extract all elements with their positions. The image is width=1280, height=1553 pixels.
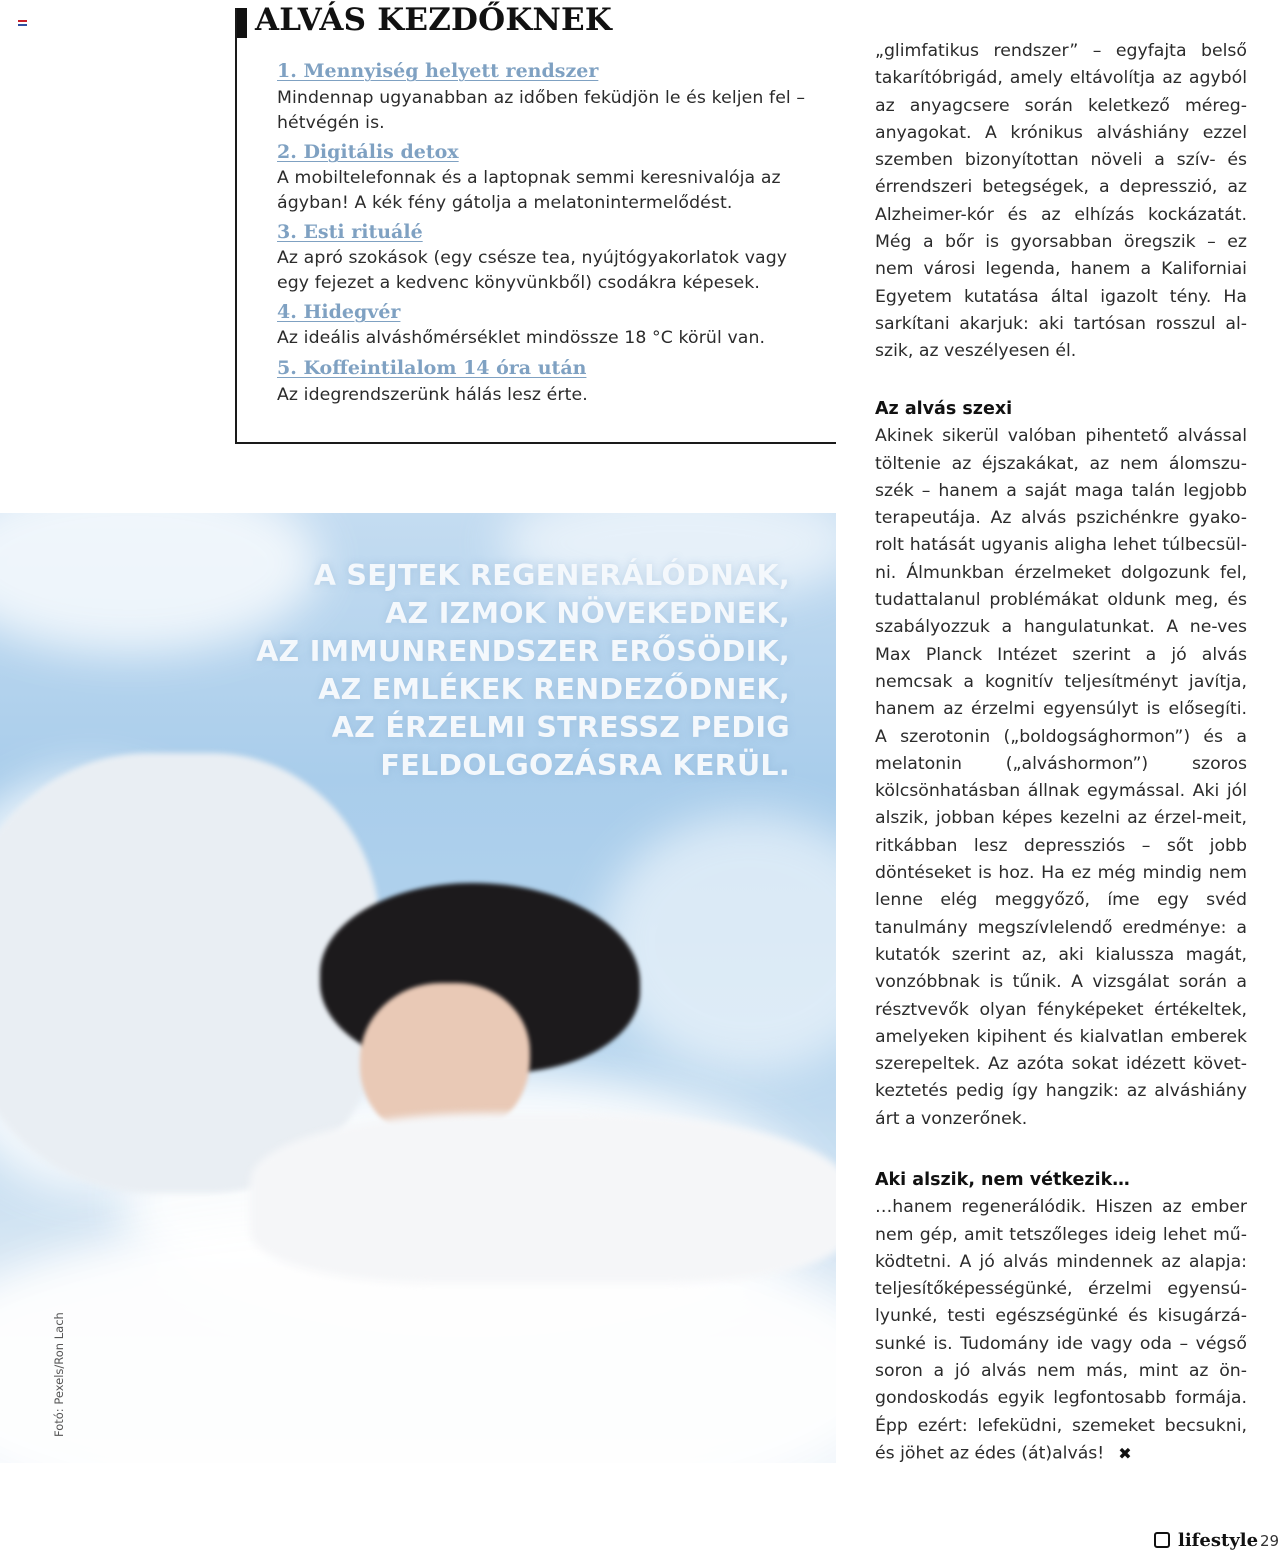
tip-heading-5: 5. Koffeintilalom 14 óra után <box>277 357 587 379</box>
quote-line: FELDOLGOZÁSRA KERÜL. <box>380 749 790 782</box>
section-heading: Az alvás szexi <box>875 399 1013 419</box>
section-text-body: …hanem regenerálódik. Hiszen az ember nem gép, amit tetszőleges ideig lehet mű-ködtetni. A jó alvás mindennek az alapja: teljesítőképességünké, érzelmi egyensú-lyunké, testi egészségünké és kisugárzá-sunké is. Tudomány ide vagy oda – végső soron a jó alvás nem más, mint az ön-gondoskodás egyik legfontosabb formája. Épp ezért: lefeküdni, szemeket becsukni, és jöhet az édes (át)alvás! <box>875 1197 1247 1464</box>
sleeping-woman-photo <box>0 513 836 1463</box>
tip-heading-2: 2. Digitális detox <box>277 141 459 163</box>
page-number: 29 <box>1260 1532 1280 1550</box>
quote-line: AZ IMMUNRENDSZER ERŐSÖDIK, <box>256 635 790 668</box>
brand-logo-icon <box>1154 1532 1170 1548</box>
photo-credit: Fotó: Pexels/Ron Lach <box>52 1312 66 1437</box>
box-marker <box>237 8 247 38</box>
flag-icon <box>18 20 27 26</box>
section-text <box>875 1194 1247 1468</box>
tip-heading-4: 4. Hidegvér <box>277 301 401 323</box>
tip-text-3: Az apró szokások (egy csésze tea, nyújtógyakorlatok vagy egy fejezet a kedvenc könyvünkből) csodákra képesek. <box>277 248 788 293</box>
tip-heading-3: 3. Esti rituálé <box>277 221 423 243</box>
section-text: Akinek sikerül valóban pihentető alvással töltenie az éjszakákat, az nem álomszu-szék – hanem a saját maga talán legjobb terapeutája. Az alvás pszichénkre gyako-rolt hatását ugyanis aligha lehet túlbecsül-ni. Álmunkban érzelmeket dolgozunk fel, tudattalanul problémákat oldunk meg, és szabályozzuk a hangulatunkat. A ne-ves Max Planck Intézet szerint a jó alvás nemcsak a kognitív teljesítményt javítja, hanem az érzelmi egyensúlyt is elősegíti. A szerotonin („boldogsághormon”) és a melatonin („alváshormon”) szoros kölcsönhatásban állnak egymással. Aki jól alszik, jobban képes kezelni az érzel-meit, ritkábban lesz depressziós – sőt jobb döntéseket is hoz. Ha ez még mindig nem lenne elég meggyőző, íme egy svéd tanulmány megszívlelendő eredménye: a kutatók szerint az, aki kialussza magát, vonzóbbnak is tűnik. A vizsgálat során a résztvevők olyan fényképeket értékeltek, amelyeken kipihent és kialvatlan emberek szerepeltek. Az azóta sokat idézett követ-keztetés pedig így hangzik: az alváshiány árt a vonzerőnek. <box>875 426 1247 1129</box>
magazine-brand <box>1154 1530 1258 1551</box>
section-1 <box>875 396 1247 1133</box>
article-intro: „glimfatikus rendszer” – egyfajta belső takarítóbrigád, amely eltávolítja az agyból az anyagcsere során keletkező méreg-anyagokat. A krónikus alváshiány ezzel szemben bizonyítottan növeli a szív- és érrendszeri betegségek, a depresszió, az Alzheimer-kór és az elhízás kockázatát. Még a bőr is gyorsabban öregszik – ez nem városi legenda, hanem a Kaliforniai Egyetem kutatása által igazolt tény. Ha sarkítani akarjuk: aki tartósan rosszul al-szik, az veszélyesen él. <box>875 41 1247 362</box>
pull-quote <box>170 557 790 785</box>
tips-box-title: ALVÁS KEZDŐKNEK <box>255 2 612 38</box>
tip-heading-1: 1. Mennyiség helyett rendszer <box>277 60 599 82</box>
tip-text-5: Az idegrendszerünk hálás lesz érte. <box>277 385 588 405</box>
pillow <box>250 1113 836 1283</box>
section-heading: Aki alszik, nem vétkezik… <box>875 1170 1130 1190</box>
section-2 <box>875 1167 1247 1468</box>
quote-line: AZ IZMOK NÖVEKEDNEK, <box>385 597 790 630</box>
article-column <box>875 38 1247 366</box>
tip-text-2: A mobiltelefonnak és a laptopnak semmi keresnivalója az ágyban! A kék fény gátolja a melatonintermelődést. <box>277 168 781 213</box>
tip-text-4: Az ideális alváshőmérséklet mindössze 18 °C körül van. <box>277 328 766 348</box>
quote-line: AZ ÉRZELMI STRESSZ PEDIG <box>331 711 790 744</box>
quote-line: AZ EMLÉKEK RENDEZŐDNEK, <box>318 673 790 706</box>
end-mark-icon: ✖ <box>1118 1443 1132 1463</box>
tip-text-1: Mindennap ugyanabban az időben feküdjön le és keljen fel – hétvégén is. <box>277 88 806 133</box>
brand-name: lifestyle <box>1178 1530 1259 1551</box>
quote-line: A SEJTEK REGENERÁLÓDNAK, <box>313 559 790 592</box>
